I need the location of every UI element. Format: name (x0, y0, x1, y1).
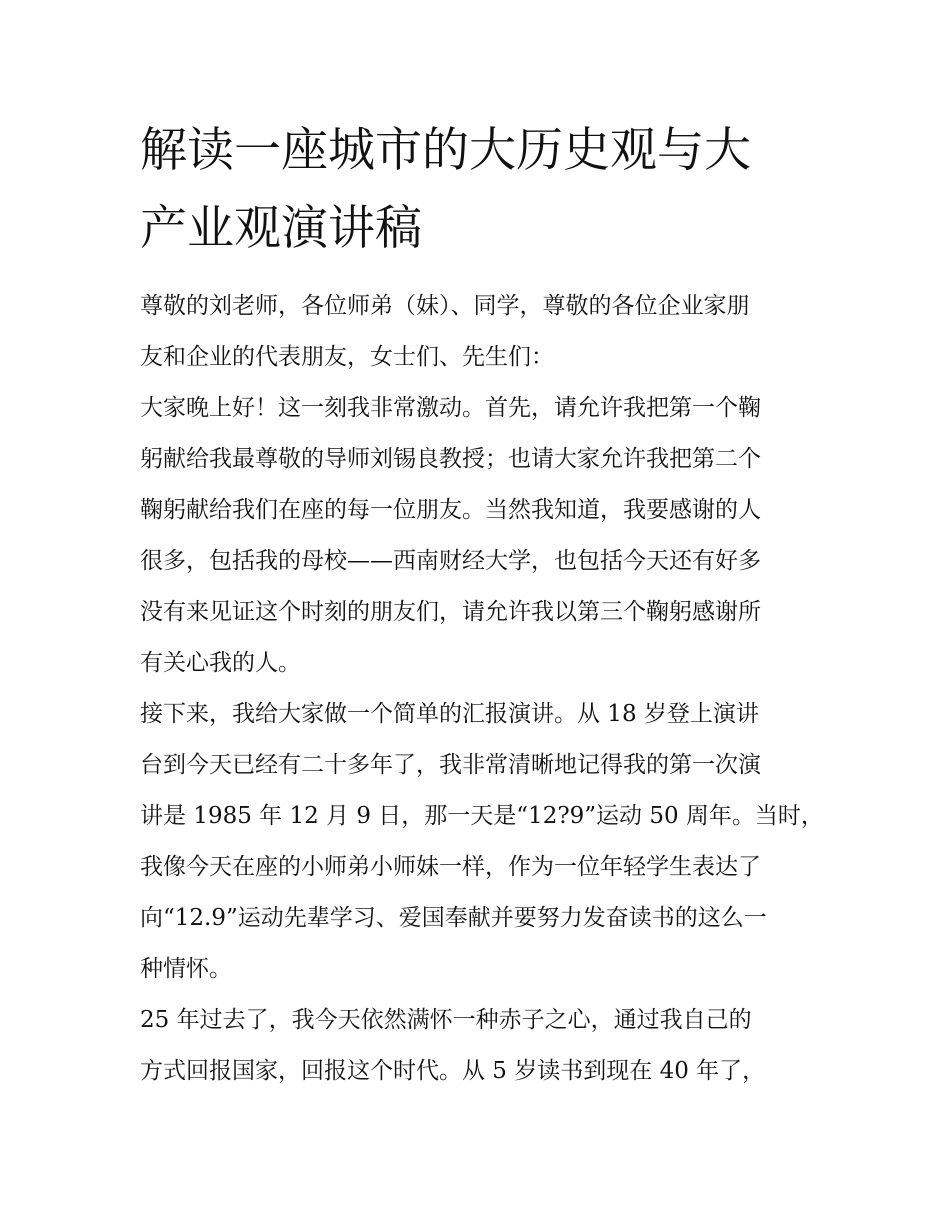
paragraph-line: 方式回报国家，回报这个时代。从 5 岁读书到现在 40 年了， (140, 1058, 766, 1084)
document-title (140, 112, 820, 268)
paragraph-line: 躬献给我最尊敬的导师刘锡良教授；也请大家允许我把第二个 (140, 446, 761, 472)
title-line: 产业观演讲稿 (140, 201, 422, 256)
title-line: 解读一座城市的大历史观与大 (140, 123, 751, 178)
paragraph-line: 讲是 1985 年 12 月 9 日，那一天是“12?9”运动 50 周年。当时， (140, 803, 824, 829)
paragraph-line: 鞠躬献给我们在座的每一位朋友。当然我知道，我要感谢的人 (140, 497, 761, 523)
paragraph-line: 友和企业的代表朋友，女士们、先生们： (140, 344, 554, 370)
paragraph-line: 台到今天已经有二十多年了，我非常清晰地记得我的第一次演 (140, 752, 761, 778)
paragraph-line: 有关心我的人。 (140, 650, 301, 676)
paragraph-line: 种情怀。 (140, 956, 232, 982)
paragraph-line: 大家晚上好！这一刻我非常激动。首先，请允许我把第一个鞠 (140, 395, 761, 421)
paragraph-line: 我像今天在座的小师弟小师妹一样，作为一位年轻学生表达了 (140, 854, 761, 880)
paragraph-line: 很多，包括我的母校——西南财经大学，也包括今天还有好多 (140, 548, 761, 574)
document-body (140, 281, 824, 1097)
paragraph-line: 向“12.9”运动先辈学习、爱国奉献并要努力发奋读书的这么一 (140, 905, 767, 931)
paragraph-line: 没有来见证这个时刻的朋友们，请允许我以第三个鞠躬感谢所 (140, 599, 761, 625)
paragraph-line: 尊敬的刘老师，各位师弟（妹）、同学，尊敬的各位企业家朋 (140, 293, 750, 319)
paragraph-line: 接下来，我给大家做一个简单的汇报演讲。从 18 岁登上演讲 (140, 701, 759, 727)
paragraph-line: 25 年过去了，我今天依然满怀一种赤子之心，通过我自己的 (140, 1007, 752, 1033)
